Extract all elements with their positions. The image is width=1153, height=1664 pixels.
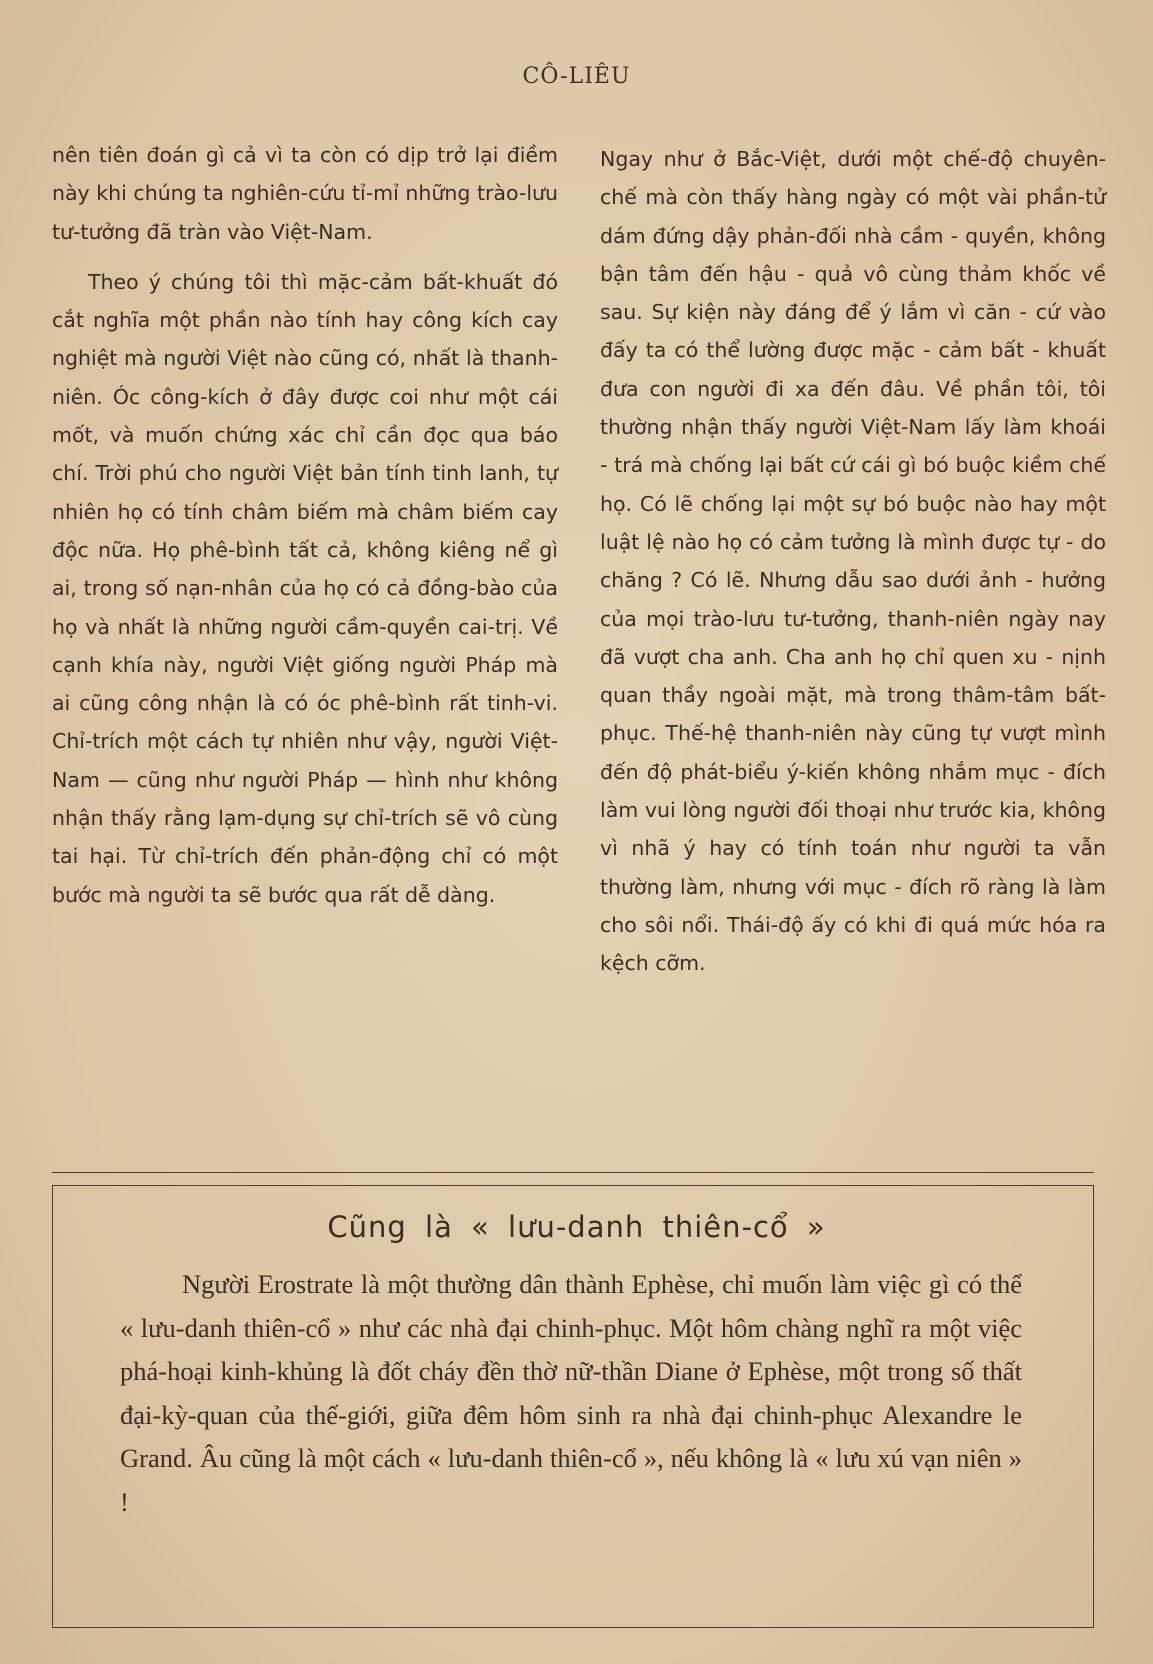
article-columns bbox=[52, 136, 1112, 1116]
box-title: Cũng là « lưu-danh thiên-cổ » bbox=[327, 1210, 826, 1244]
right-column bbox=[600, 140, 1106, 983]
box-body bbox=[120, 1263, 1022, 1524]
section-divider bbox=[52, 1172, 1094, 1173]
paragraph: nên tiên đoán gì cả vì ta còn có dịp trở lại điềm này khi chúng ta nghiên-cứu tỉ-mỉ những trào-lưu tư-tưởng đã tràn vào Việt-Nam. bbox=[52, 143, 558, 244]
left-column bbox=[52, 136, 558, 914]
paragraph: Ngay như ở Bắc-Việt, dưới một chế-độ chuyên-chế mà còn thấy hàng ngày có một vài phần-tử dám đứng dậy phản-đối nhà cầm - quyền, không bận tâm đến hậu - quả vô cùng thảm khốc về sau. Sự kiện này đáng để ý lắm vì căn - cứ vào đấy ta có thể lường được mặc - cảm bất - khuất đưa con người đi xa đến đâu. Về phần tôi, tôi thường nhận thấy người Việt-Nam lấy làm khoái - trá mà chống lại bất cứ cái gì bó buộc kiềm chế họ. Có lẽ chống lại một sự bó buộc nào hay một luật lệ nào họ có cảm tưởng là mình được tự - do chăng ? Có lẽ. Nhưng dẫu sao dưới ảnh - hưởng của mọi trào-lưu tư-tưởng, thanh-niên ngày nay đã vượt cha anh. Cha anh họ chỉ quen xu - nịnh quan thầy ngoài mặt, mà trong thâm-tâm bất-phục. Thế-hệ thanh-niên này cũng tự vượt mình đến độ phát-biểu ý-kiến không nhắm mục - đích làm vui lòng người đối thoại như trước kia, không vì nhã ý hay có tính toán như người ta vẫn thường làm, nhưng với mục - đích rõ ràng là làm cho sôi nổi. Thái-độ ấy có khi đi quá mức hóa ra kệch cỡm. bbox=[600, 147, 1106, 976]
running-header: CÔ-LIÊU bbox=[522, 64, 631, 89]
paragraph: Theo ý chúng tôi thì mặc-cảm bất-khuất đó cắt nghĩa một phần nào tính hay công kích cay nghiệt mà người Việt nào cũng có, nhất là thanh-niên. Óc công-kích ở đây được coi như một cái mốt, và muốn chứng xác chỉ cần đọc qua báo chí. Trời phú cho người Việt bản tính tinh lanh, tự nhiên họ có tính châm biếm mà châm biếm cay độc nữa. Họ phê-bình tất cả, không kiêng nể gì ai, trong số nạn-nhân của họ có cả đồng-bào của họ và nhất là những người cầm-quyền cai-trị. Về cạnh khía này, người Việt giống người Pháp mà ai cũng công nhận là có óc phê-bình rất tinh-vi. Chỉ-trích một cách tự nhiên như vậy, người Việt-Nam — cũng như người Pháp — hình như không nhận thấy rằng lạm-dụng sự chỉ-trích sẽ vô cùng tai hại. Từ chỉ-trích đến phản-động chỉ có một bước mà người ta sẽ bước qua rất dễ dàng. bbox=[52, 269, 558, 907]
box-paragraph: Người Erostrate là một thường dân thành Ephèse, chỉ muốn làm việc gì có thể « lưu-danh thiên-cổ » như các nhà đại chinh-phục. Một hôm chàng nghĩ ra một việc phá-hoại kinh-khủng là đốt cháy đền thờ nữ-thần Diane ở Ephèse, một trong số thất đại-kỳ-quan của thế-giới, giữa đêm hôm sinh ra nhà đại chinh-phục Alexandre le Grand. Âu cũng là một cách « lưu-danh thiên-cổ », nếu không là « lưu xú vạn niên » ! bbox=[120, 1269, 1022, 1517]
